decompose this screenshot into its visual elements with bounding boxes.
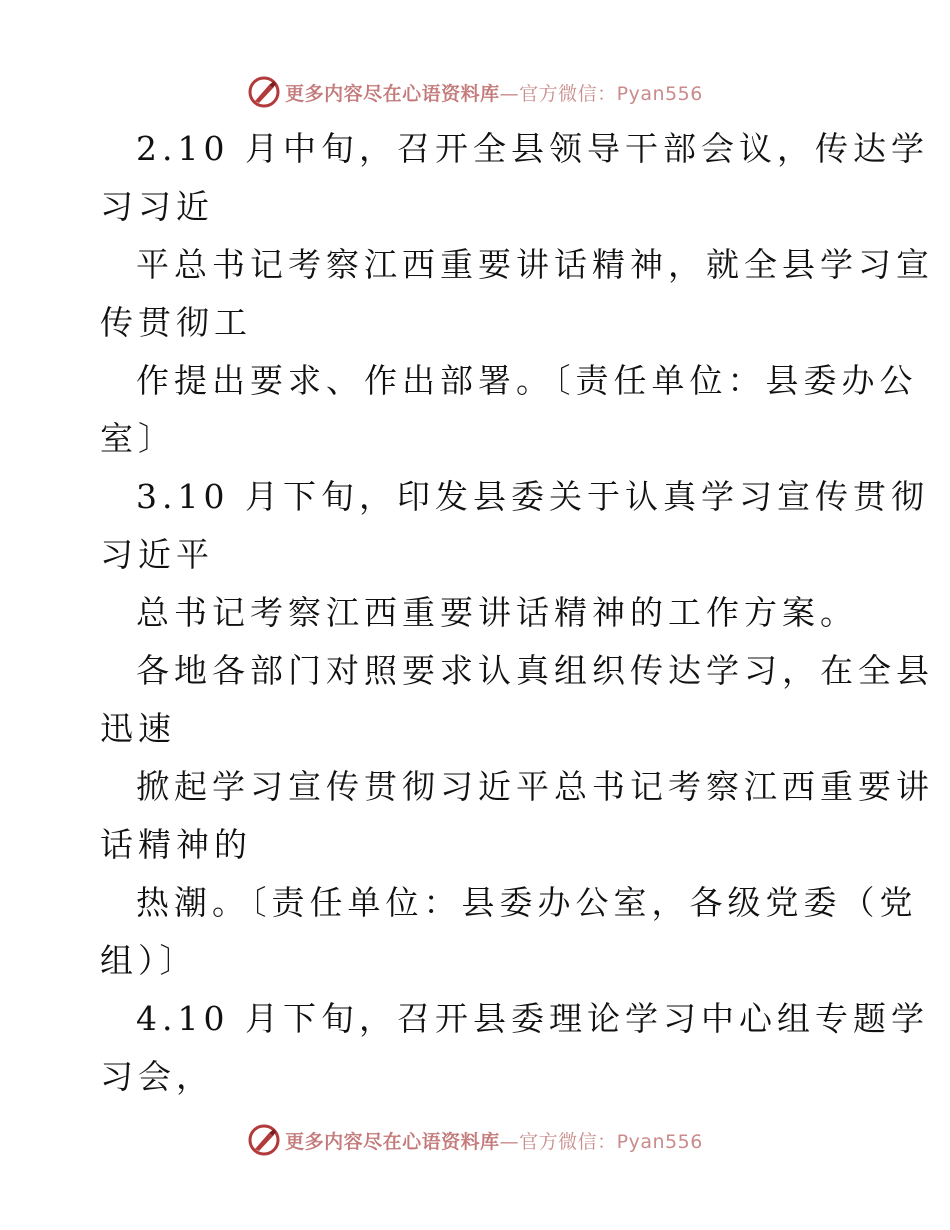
- text-line: 总书记考察江西重要讲话精神的工作方案。: [136, 593, 858, 632]
- footer-banner-text: 更多内容尽在心语资料库—官方微信：Pyan556: [285, 1130, 703, 1153]
- text-line: 习近平: [100, 535, 214, 574]
- document-body: [100, 120, 934, 1106]
- text-line: 习习近: [100, 187, 214, 226]
- text-line: 掀起学习宣传贯彻习近平总书记考察江西重要讲: [136, 767, 934, 806]
- text-line: 传贯彻工: [100, 303, 252, 342]
- footer-watermark-banner: [0, 1120, 950, 1160]
- text-line: 习会，: [100, 1057, 214, 1096]
- header-watermark-banner: [0, 72, 950, 112]
- text-line: 各地各部门对照要求认真组织传达学习，在全县: [136, 651, 934, 690]
- text-line: 平总书记考察江西重要讲话精神，就全县学习宣: [136, 245, 934, 284]
- pen-logo-icon: [247, 1123, 281, 1157]
- text-line: 2.10 月中旬，召开全县领导干部会议，传达学: [136, 129, 929, 168]
- text-line: 话精神的: [100, 825, 252, 864]
- text-line: 3.10 月下旬，印发县委关于认真学习宣传贯彻: [136, 477, 929, 516]
- pen-logo-icon: [247, 75, 281, 109]
- text-line: 组）〕: [100, 941, 198, 980]
- text-line: 4.10 月下旬，召开县委理论学习中心组专题学: [136, 999, 929, 1038]
- text-line: 迅速: [100, 709, 176, 748]
- text-line: 室〕: [100, 419, 176, 458]
- header-banner-text: 更多内容尽在心语资料库—官方微信：Pyan556: [285, 82, 703, 105]
- text-line: 热潮。〔责任单位：县委办公室，各级党委（党: [136, 883, 918, 922]
- text-line: 作提出要求、作出部署。〔责任单位：县委办公: [136, 361, 918, 400]
